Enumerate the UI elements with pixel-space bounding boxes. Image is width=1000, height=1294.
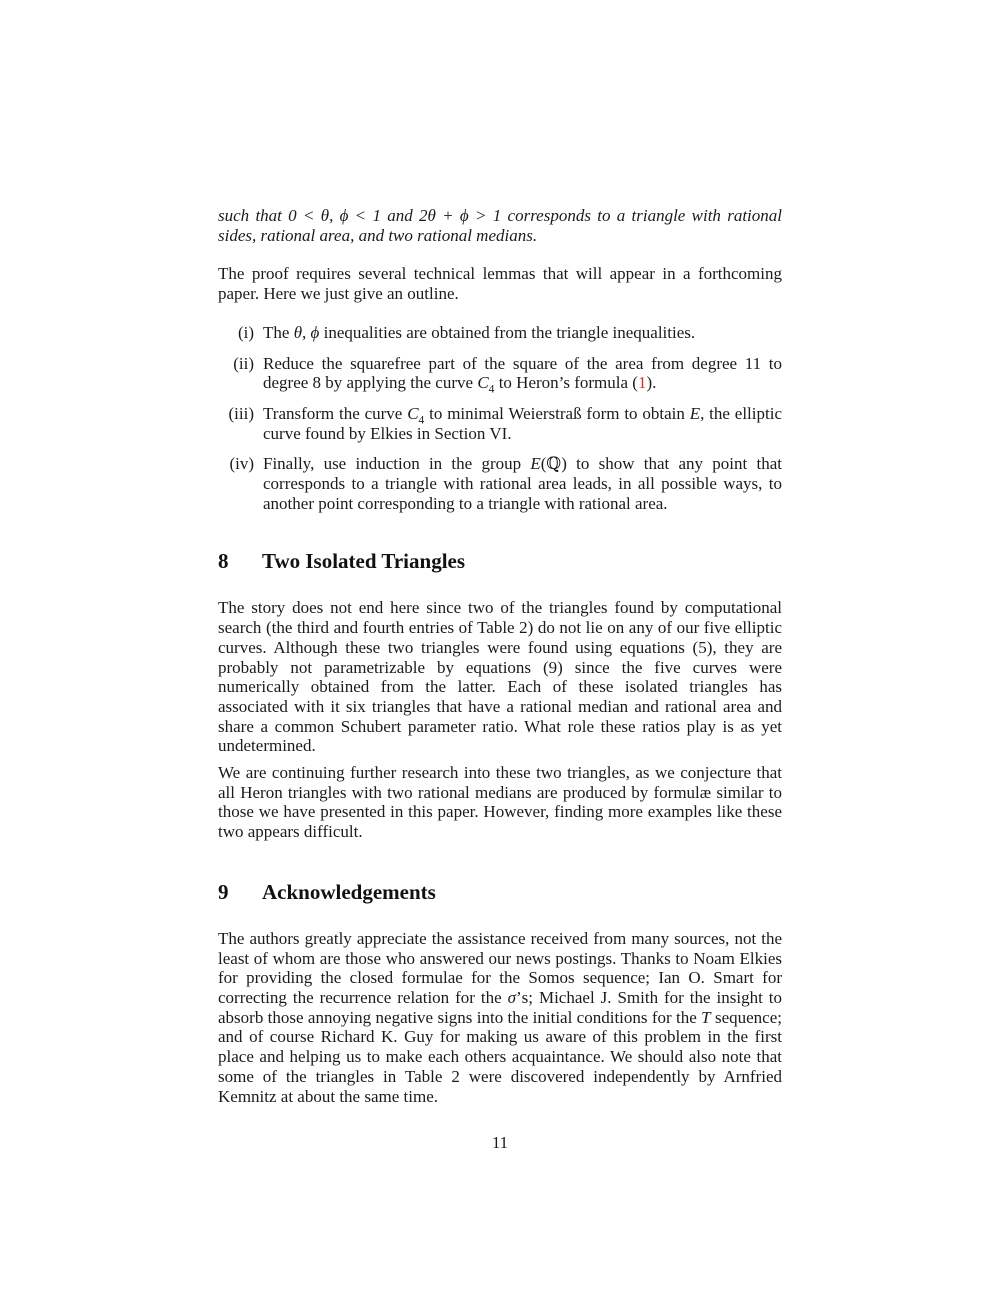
list-item-text: Finally, use induction in the group E(ℚ) to show that any point that corresponds to a triangle with rational area leads, in all possible ways, to another point corresponding to a triangle with rational area. — [263, 454, 782, 513]
outline-list — [218, 323, 782, 514]
list-item-text: Transform the curve $C_4$ to minimal Weierstraß form to obtain E, the elliptic curve found by Elkies in Section VI. — [263, 403, 782, 443]
section-8-number: 8 — [218, 549, 229, 574]
list-item — [218, 323, 782, 343]
theorem-statement-tail: such that 0 < θ, ϕ < 1 and 2θ + ϕ > 1 corresponds to a triangle with rational sides, rational area, and two rational medians. — [218, 206, 782, 245]
section-8-paragraph-2: We are continuing further research into these two triangles, as we conjecture that all Heron triangles with two rational medians are produced by formulæ similar to those we have presented in this paper. However, finding more examples like these two appears difficult. — [218, 763, 782, 842]
list-item-label: (ii) — [233, 353, 254, 373]
list-item — [218, 404, 782, 443]
page-number: 11 — [491, 1133, 509, 1153]
list-item — [218, 353, 782, 396]
list-item-label: (i) — [237, 322, 254, 342]
equation-1-link[interactable]: 1 — [637, 373, 647, 393]
list-item-label: (iv) — [229, 454, 254, 474]
section-9-paragraph-1: The authors greatly appreciate the assistance received from many sources, not the least of whom are those who answered our news postings. Thanks to Noam Elkies for providing the closed formulae for the Somos sequence; Ian O. Smart for correcting the recurrence relation for the σ’s; Michael J. Smith for the insight to absorb those annoying negative signs into the initial conditions for the T sequence; and of course Richard K. Guy for making us aware of this problem in the first place and helping us to make each others acquaintance. We should also note that some of the triangles in Table 2 were discovered independently by Arnfried Kemnitz at about the same time. — [218, 928, 782, 1106]
section-9-number: 9 — [218, 879, 229, 904]
list-item-text: Reduce the squarefree part of the square of the area from degree 11 to degree 8 by applying the curve $C_4$ to Heron’s formula (1). — [263, 353, 782, 396]
intro-paragraph: The proof requires several technical lemmas that will appear in a forthcoming paper. Here we just give an outline. — [218, 264, 782, 304]
section-9-heading — [218, 880, 782, 905]
list-item — [218, 454, 782, 513]
section-8-heading — [218, 549, 782, 574]
list-item-label: (iii) — [228, 403, 254, 423]
section-9-title: Acknowledgements — [262, 879, 436, 904]
section-8-title: Two Isolated Triangles — [262, 549, 466, 574]
text-column — [218, 206, 782, 1153]
section-8-paragraph-1: The story does not end here since two of the triangles found by computational search (the third and fourth entries of Table 2) do not lie on any of our five elliptic curves. Although these two triangles were found using equations (5), they are probably not parametrizable by equations (9) since the five curves were numerically obtained from the latter. Each of these isolated triangles has associated with it six triangles that have a rational median and rational area and share a common Schubert parameter ratio. What role these ratios play is as yet undetermined. — [218, 598, 782, 756]
list-item-text: The θ, ϕ inequalities are obtained from the triangle inequalities. — [263, 322, 696, 342]
